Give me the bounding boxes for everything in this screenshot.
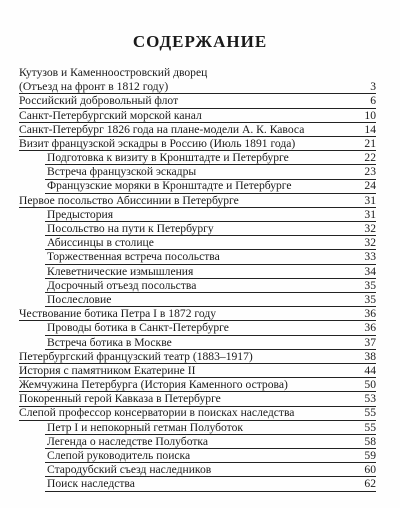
toc-entry <box>19 137 376 151</box>
toc-page-number: 31 <box>364 207 376 221</box>
toc-entry-title: Чествование ботика Петра I в 1872 году <box>19 307 217 321</box>
toc-subentry <box>19 449 376 463</box>
toc-page-number: 35 <box>364 278 376 292</box>
toc-entry-title: История с памятником Екатерине II <box>19 363 196 377</box>
toc-subentry <box>19 180 376 194</box>
toc-entry-title: Досрочный отъезд посольства <box>47 278 197 292</box>
toc-entry-title: Санкт-Петербург 1826 года на плане-модели А. К. Кавоса <box>19 122 305 136</box>
toc-page-number: 21 <box>364 136 376 150</box>
toc-entry <box>19 80 376 94</box>
toc-entry-title: Жемчужина Петербурга (История Каменного острова) <box>19 378 288 392</box>
toc-entry-title: Покоренный герой Кавказа в Петербурге <box>19 392 221 406</box>
toc-page-number: 37 <box>364 335 376 349</box>
toc-entry-title: (Отъезд на фронт в 1812 году) <box>19 80 169 94</box>
toc-page-number: 59 <box>364 449 376 463</box>
toc-entry-title: Петербургский французский театр (1883–1917) <box>19 349 253 363</box>
toc-entry <box>19 407 376 421</box>
toc-page-number: 32 <box>364 236 376 250</box>
toc-entry <box>19 194 376 208</box>
toc-page-number: 14 <box>364 122 376 136</box>
toc-entry-title: Встреча французской эскадры <box>47 165 197 179</box>
toc-page-number: 60 <box>364 463 376 477</box>
toc-entry-title: Клеветнические измышления <box>47 264 194 278</box>
toc-entry-title: Легенда о наследстве Полуботка <box>47 434 209 448</box>
toc-subentry <box>19 293 376 307</box>
toc-entry-title: Проводы ботика в Санкт-Петербурге <box>47 321 229 335</box>
toc-page-number: 23 <box>364 165 376 179</box>
toc-entry-title: Петр I и непокорный гетман Полуботок <box>47 420 244 434</box>
toc-page-number: 33 <box>364 250 376 264</box>
toc-subentry <box>19 208 376 222</box>
toc-page-number: 55 <box>364 406 376 420</box>
toc-subentry <box>19 151 376 165</box>
toc-subentry <box>19 421 376 435</box>
toc-subentry <box>19 250 376 264</box>
toc-subentry <box>19 279 376 293</box>
toc-page-number: 34 <box>364 264 376 278</box>
toc-entry-title: Визит французской эскадры в Россию (Июль 1891 года) <box>19 136 296 150</box>
toc-entry-title: Посольство на пути к Петербургу <box>47 222 214 236</box>
toc-entry-title: Торжественная встреча посольства <box>47 250 220 264</box>
toc-entry <box>19 123 376 137</box>
toc-entry <box>19 364 376 378</box>
toc-entry-title: Слепой руководитель поиска <box>47 449 191 463</box>
toc-page-number: 24 <box>364 179 376 193</box>
toc-page-number: 6 <box>370 94 376 108</box>
toc-entry <box>19 66 376 80</box>
toc-page-number: 22 <box>364 151 376 165</box>
toc-subentry <box>19 321 376 335</box>
toc-entry <box>19 109 376 123</box>
toc-entry-title: Подготовка к визиту в Кронштадте и Петербурге <box>47 151 289 165</box>
toc-subentry <box>19 435 376 449</box>
toc-entry-title: Поиск наследства <box>47 477 135 491</box>
toc-entry <box>19 307 376 321</box>
toc-page-number: 32 <box>364 222 376 236</box>
toc-page-number: 53 <box>364 392 376 406</box>
toc-page-number: 35 <box>364 292 376 306</box>
toc-subentry <box>19 463 376 477</box>
toc-page-number: 44 <box>364 363 376 377</box>
toc-page-number: 55 <box>364 420 376 434</box>
toc-page-number: 3 <box>370 80 376 94</box>
toc-entry <box>19 350 376 364</box>
toc-page-number: 31 <box>364 193 376 207</box>
toc-subentry <box>19 222 376 236</box>
toc-page-number: 62 <box>364 477 376 491</box>
toc-page-number: 58 <box>364 434 376 448</box>
toc-subentry <box>19 236 376 250</box>
toc-entry-title: Слепой профессор консерватории в поисках наследства <box>19 406 295 420</box>
toc-entry-title: Абиссинцы в столице <box>47 236 154 250</box>
toc-entry-title: Послесловие <box>47 292 112 306</box>
toc-page-number: 36 <box>364 321 376 335</box>
toc-subentry <box>19 477 376 491</box>
toc-page-number: 36 <box>364 307 376 321</box>
toc-entry-title: Французские моряки в Кронштадте и Петербурге <box>47 179 292 193</box>
toc-page-number: 38 <box>364 349 376 363</box>
toc-page-number: 10 <box>364 108 376 122</box>
toc-entry-title: Кутузов и Каменноостровский дворец <box>19 65 208 79</box>
table-of-contents <box>19 66 376 492</box>
toc-entry-title: Стародубский съезд наследников <box>47 463 212 477</box>
toc-entry <box>19 94 376 108</box>
toc-subentry <box>19 165 376 179</box>
toc-entry <box>19 392 376 406</box>
page-title: СОДЕРЖАНИЕ <box>132 32 268 51</box>
toc-entry-title: Встреча ботика в Москве <box>47 335 172 349</box>
toc-entry-title: Российский добровольный флот <box>19 94 179 108</box>
toc-entry-title: Предыстория <box>47 207 114 221</box>
toc-entry <box>19 378 376 392</box>
toc-subentry <box>19 265 376 279</box>
toc-entry-title: Первое посольство Абиссинии в Петербурге <box>19 193 239 207</box>
toc-entry-title: Санкт-Петербургский морской канал <box>19 108 202 122</box>
toc-subentry <box>19 336 376 350</box>
toc-page-number: 50 <box>364 378 376 392</box>
